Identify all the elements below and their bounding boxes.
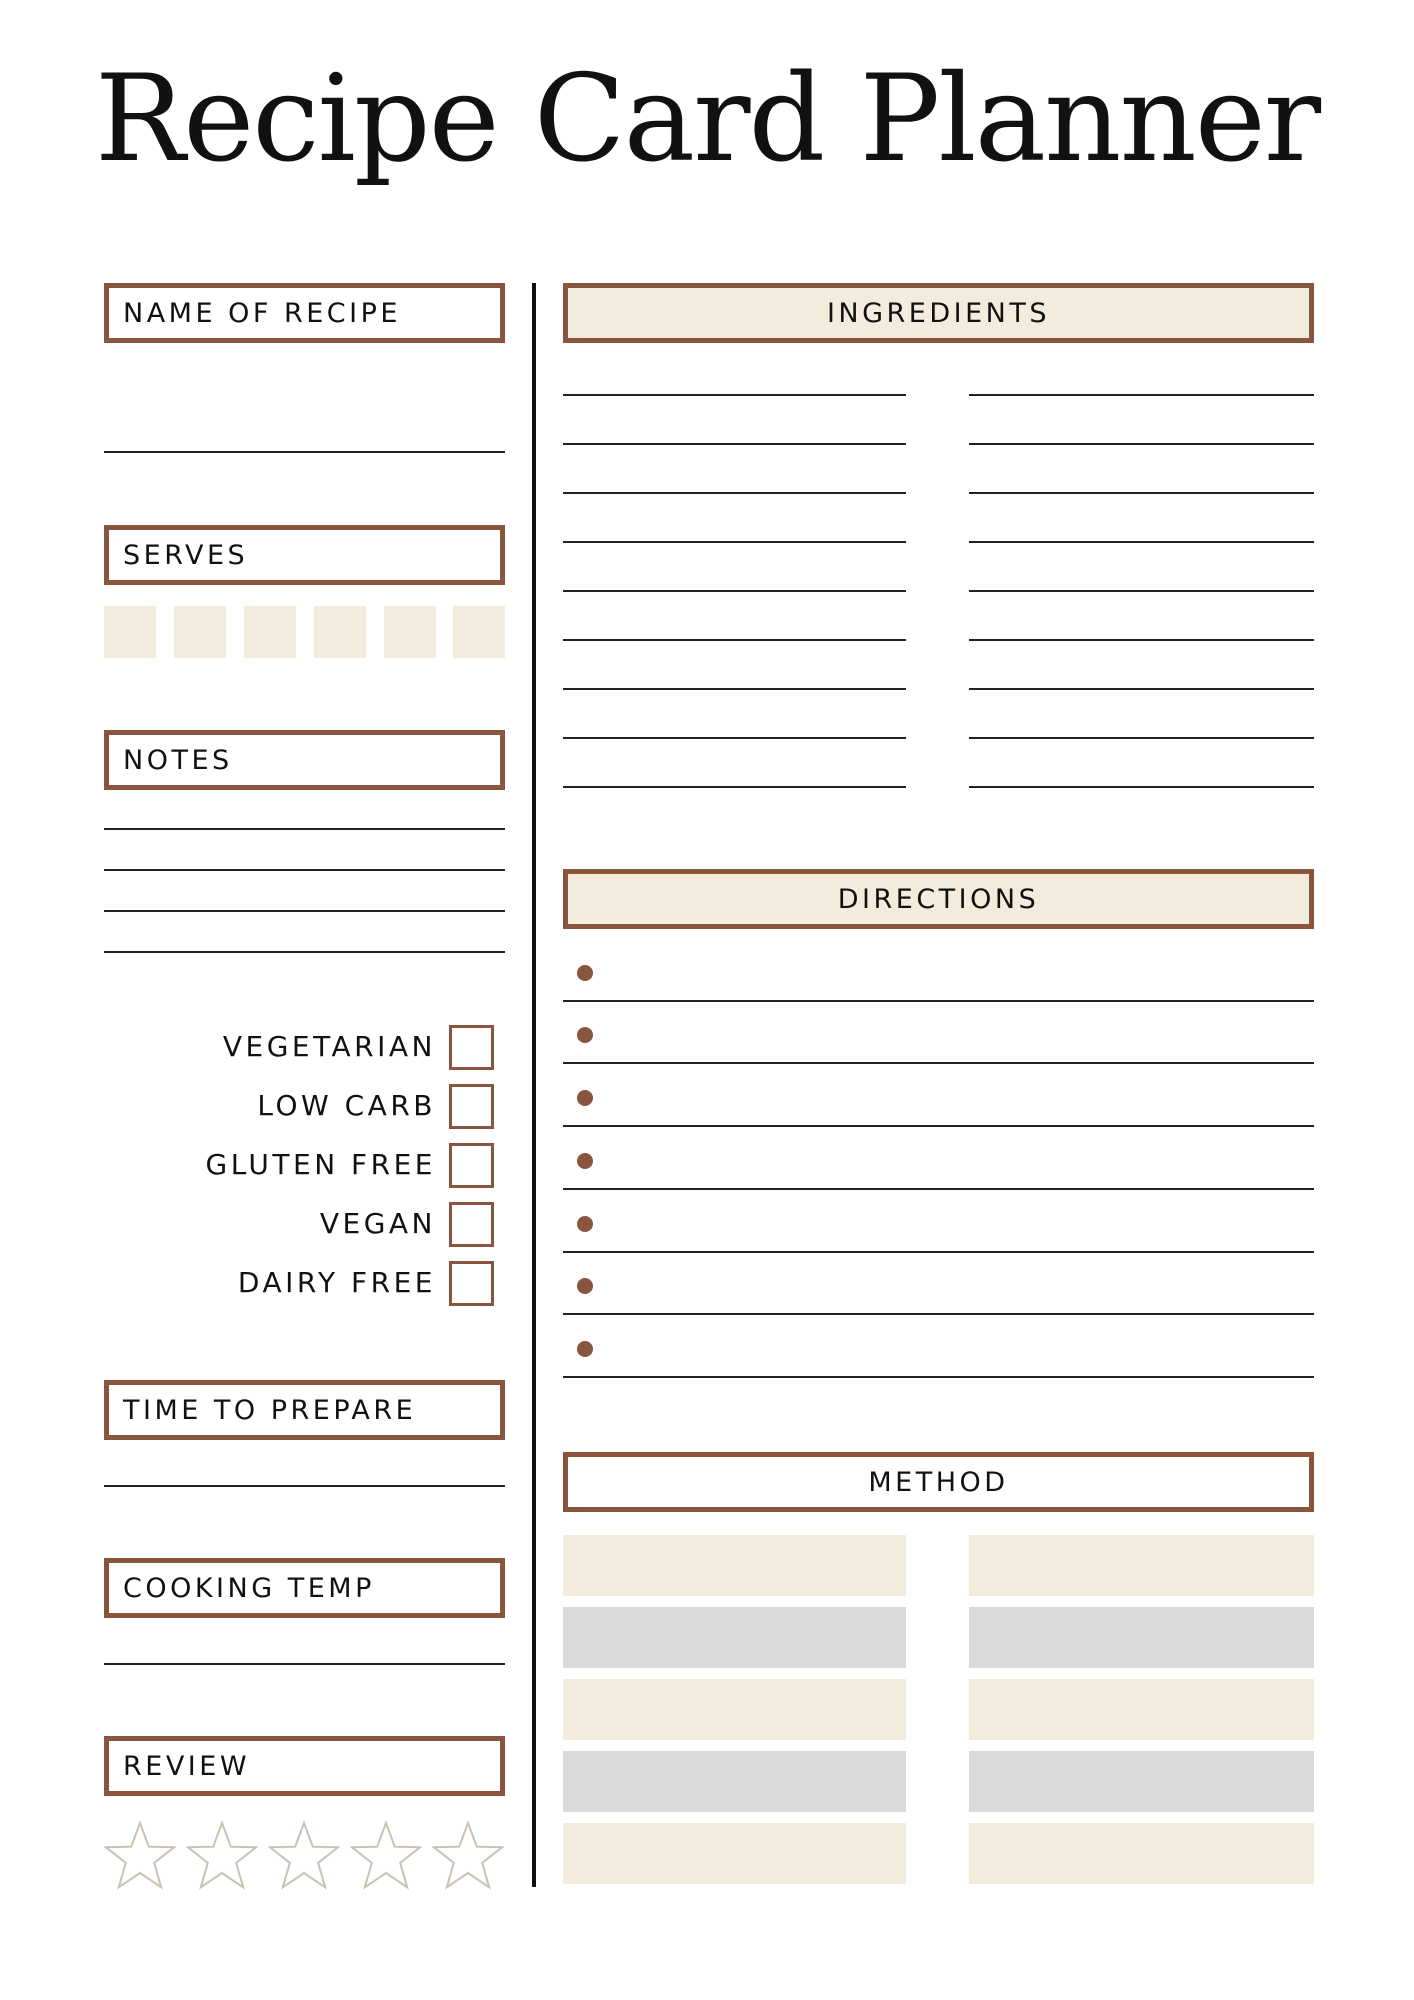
- recipe-name-line[interactable]: [104, 451, 505, 453]
- method-cell-right-4[interactable]: [969, 1751, 1314, 1812]
- vegan-checkbox[interactable]: [449, 1202, 494, 1247]
- dairy-free-checkbox[interactable]: [449, 1261, 494, 1306]
- cooking-temp-label: COOKING TEMP: [104, 1558, 505, 1618]
- ingredient-line-right-5[interactable]: [969, 590, 1314, 592]
- notes-label: NOTES: [104, 730, 505, 790]
- ingredient-line-right-9[interactable]: [969, 786, 1314, 788]
- star-outline-icon[interactable]: [268, 1820, 340, 1892]
- ingredient-line-left-5[interactable]: [563, 590, 906, 592]
- name-of-recipe-label: NAME OF RECIPE: [104, 283, 505, 343]
- gluten-free-label: GLUTEN FREE: [205, 1148, 436, 1181]
- serves-box-2[interactable]: [174, 606, 226, 658]
- serves-box-1[interactable]: [104, 606, 156, 658]
- direction-line-7[interactable]: [563, 1376, 1314, 1378]
- ingredient-line-left-1[interactable]: [563, 394, 906, 396]
- method-cell-right-2[interactable]: [969, 1607, 1314, 1668]
- direction-line-4[interactable]: [563, 1188, 1314, 1190]
- dot-icon: [577, 1216, 593, 1232]
- column-divider: [532, 283, 536, 1887]
- method-cell-left-4[interactable]: [563, 1751, 906, 1812]
- ingredient-line-left-7[interactable]: [563, 688, 906, 690]
- ingredient-line-left-9[interactable]: [563, 786, 906, 788]
- ingredient-line-right-8[interactable]: [969, 737, 1314, 739]
- star-outline-icon[interactable]: [104, 1820, 176, 1892]
- dot-icon: [577, 965, 593, 981]
- ingredient-line-left-6[interactable]: [563, 639, 906, 641]
- vegetarian-checkbox[interactable]: [449, 1025, 494, 1070]
- serves-box-4[interactable]: [314, 606, 366, 658]
- direction-line-3[interactable]: [563, 1125, 1314, 1127]
- ingredient-line-right-3[interactable]: [969, 492, 1314, 494]
- direction-line-5[interactable]: [563, 1251, 1314, 1253]
- ingredient-line-left-8[interactable]: [563, 737, 906, 739]
- method-cell-left-2[interactable]: [563, 1607, 906, 1668]
- low-carb-checkbox[interactable]: [449, 1084, 494, 1129]
- dairy-free-label: DAIRY FREE: [237, 1266, 436, 1299]
- dot-icon: [577, 1027, 593, 1043]
- dot-icon: [577, 1153, 593, 1169]
- star-outline-icon[interactable]: [350, 1820, 422, 1892]
- direction-line-1[interactable]: [563, 1000, 1314, 1002]
- direction-line-2[interactable]: [563, 1062, 1314, 1064]
- ingredient-line-right-6[interactable]: [969, 639, 1314, 641]
- ingredient-line-right-4[interactable]: [969, 541, 1314, 543]
- vegetarian-label: VEGETARIAN: [222, 1030, 436, 1063]
- serves-box-3[interactable]: [244, 606, 296, 658]
- ingredient-line-right-7[interactable]: [969, 688, 1314, 690]
- notes-line-1[interactable]: [104, 828, 505, 830]
- low-carb-label: LOW CARB: [257, 1089, 436, 1122]
- star-outline-icon[interactable]: [186, 1820, 258, 1892]
- method-cell-left-1[interactable]: [563, 1535, 906, 1596]
- dot-icon: [577, 1341, 593, 1357]
- serves-box-5[interactable]: [384, 606, 436, 658]
- method-cell-right-1[interactable]: [969, 1535, 1314, 1596]
- notes-line-2[interactable]: [104, 869, 505, 871]
- direction-line-6[interactable]: [563, 1313, 1314, 1315]
- method-header: METHOD: [563, 1452, 1314, 1512]
- serves-box-6[interactable]: [453, 606, 505, 658]
- notes-line-3[interactable]: [104, 910, 505, 912]
- vegan-label: VEGAN: [319, 1207, 436, 1240]
- directions-header: DIRECTIONS: [563, 869, 1314, 929]
- method-cell-left-5[interactable]: [563, 1823, 906, 1884]
- ingredient-line-left-2[interactable]: [563, 443, 906, 445]
- review-label: REVIEW: [104, 1736, 505, 1796]
- method-cell-left-3[interactable]: [563, 1679, 906, 1740]
- gluten-free-checkbox[interactable]: [449, 1143, 494, 1188]
- time-to-prepare-label: TIME TO PREPARE: [104, 1380, 505, 1440]
- notes-line-4[interactable]: [104, 951, 505, 953]
- ingredient-line-right-2[interactable]: [969, 443, 1314, 445]
- ingredient-line-left-3[interactable]: [563, 492, 906, 494]
- serves-label: SERVES: [104, 525, 505, 585]
- dot-icon: [577, 1278, 593, 1294]
- method-cell-right-3[interactable]: [969, 1679, 1314, 1740]
- dot-icon: [577, 1090, 593, 1106]
- star-outline-icon[interactable]: [432, 1820, 504, 1892]
- ingredient-line-right-1[interactable]: [969, 394, 1314, 396]
- ingredients-header: INGREDIENTS: [563, 283, 1314, 343]
- cooking-temp-line[interactable]: [104, 1663, 505, 1665]
- ingredient-line-left-4[interactable]: [563, 541, 906, 543]
- method-cell-right-5[interactable]: [969, 1823, 1314, 1884]
- time-to-prepare-line[interactable]: [104, 1485, 505, 1487]
- page-title: Recipe Card Planner: [94, 50, 1320, 189]
